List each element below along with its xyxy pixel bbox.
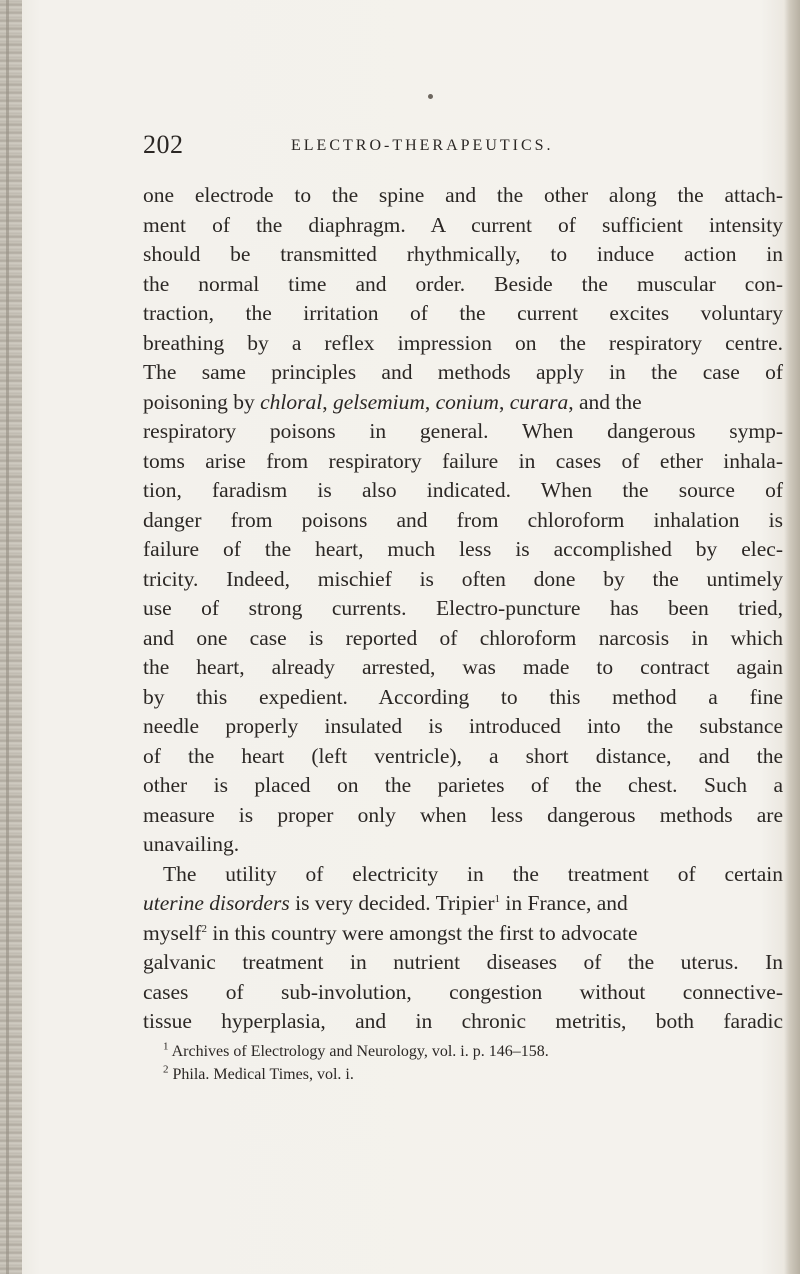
text-line: traction, the irritation of the current excites voluntary — [143, 301, 783, 325]
text-line: the heart, already arrested, was made to contract again — [143, 655, 783, 679]
footnotes — [143, 1040, 783, 1086]
text-line: tion, faradism is also indicated. When the source of — [143, 478, 783, 502]
italic-term: gelsemium — [332, 389, 425, 414]
footnote-mark: 1 — [163, 1040, 169, 1053]
footnote-ref[interactable]: 1 — [494, 892, 501, 905]
text-line: measure is proper only when less dangerous methods are — [143, 802, 783, 827]
italic-term: curara — [509, 389, 569, 414]
text-line: uterine disorders is very decided. Tripier$^1$ in France, and — [143, 891, 628, 915]
text-line: other is placed on the parietes of the chest. Such a — [143, 773, 783, 797]
text-line: by this expedient. According to this method a fine — [143, 684, 783, 709]
text-line: breathing by a reflex impression on the respiratory centre. — [143, 330, 783, 355]
text-line: cases of sub-involution, congestion without connective- — [143, 979, 783, 1004]
running-title: ELECTRO-THERAPEUTICS. — [291, 137, 554, 154]
page-number: 202 — [143, 130, 184, 159]
text-line: respiratory poisons in general. When dangerous symp- — [143, 419, 783, 443]
text-line: ment of the diaphragm. A current of sufficient intensity — [143, 212, 783, 237]
page-header — [143, 130, 783, 170]
text-line: danger from poisons and from chloroform inhalation is — [143, 507, 783, 532]
text-line: unavailing. — [143, 832, 240, 856]
footnote-mark: 2 — [163, 1063, 169, 1076]
italic-term: chloral — [260, 389, 323, 414]
text-line: The same principles and methods apply in the case of — [143, 360, 783, 384]
text-line: galvanic treatment in nutrient diseases of the uterus. In — [143, 950, 783, 974]
text-line: and one case is reported of chloroform narcosis in which — [143, 625, 783, 650]
text-line: myself$^2$ in this country were amongst the first to advocate — [143, 920, 638, 945]
text-line: needle properly insulated is introduced into the substance — [143, 714, 783, 738]
text-line: of the heart (left ventricle), a short distance, and the — [143, 743, 783, 768]
text-line: tricity. Indeed, mischief is often done by the untimely — [143, 566, 783, 591]
text-line: poisoning by chloral, gelsemium, conium, curara, and the — [143, 389, 642, 414]
page-edge — [784, 0, 800, 1274]
paragraph-start-line: The utility of electricity in the treatment of certain — [163, 861, 783, 886]
text-line: the normal time and order. Beside the muscular con- — [143, 271, 783, 296]
text-line: tissue hyperplasia, and in chronic metritis, both faradic — [143, 1009, 783, 1033]
text-line: use of strong currents. Electro-puncture has been tried, — [143, 596, 783, 620]
footnote: $^2$ Phila. Medical Times, vol. i. — [163, 1063, 354, 1083]
footnote-ref[interactable]: 2 — [201, 922, 208, 935]
footnote: $^1$ Archives of Electrology and Neurology, vol. i. p. 146–158. — [163, 1040, 549, 1060]
binding-gutter — [0, 0, 22, 1274]
italic-term: conium — [435, 389, 499, 414]
text-line: toms arise from respiratory failure in cases of ether inhala- — [143, 448, 783, 473]
text-line: failure of the heart, much less is accomplished by elec- — [143, 537, 783, 561]
text-line: one electrode to the spine and the other along the attach- — [143, 183, 783, 207]
italic-term: uterine disorders — [143, 891, 290, 915]
body-text — [143, 181, 783, 1037]
text-line: should be transmitted rhythmically, to induce action in — [143, 242, 783, 266]
ink-dot — [428, 94, 433, 99]
